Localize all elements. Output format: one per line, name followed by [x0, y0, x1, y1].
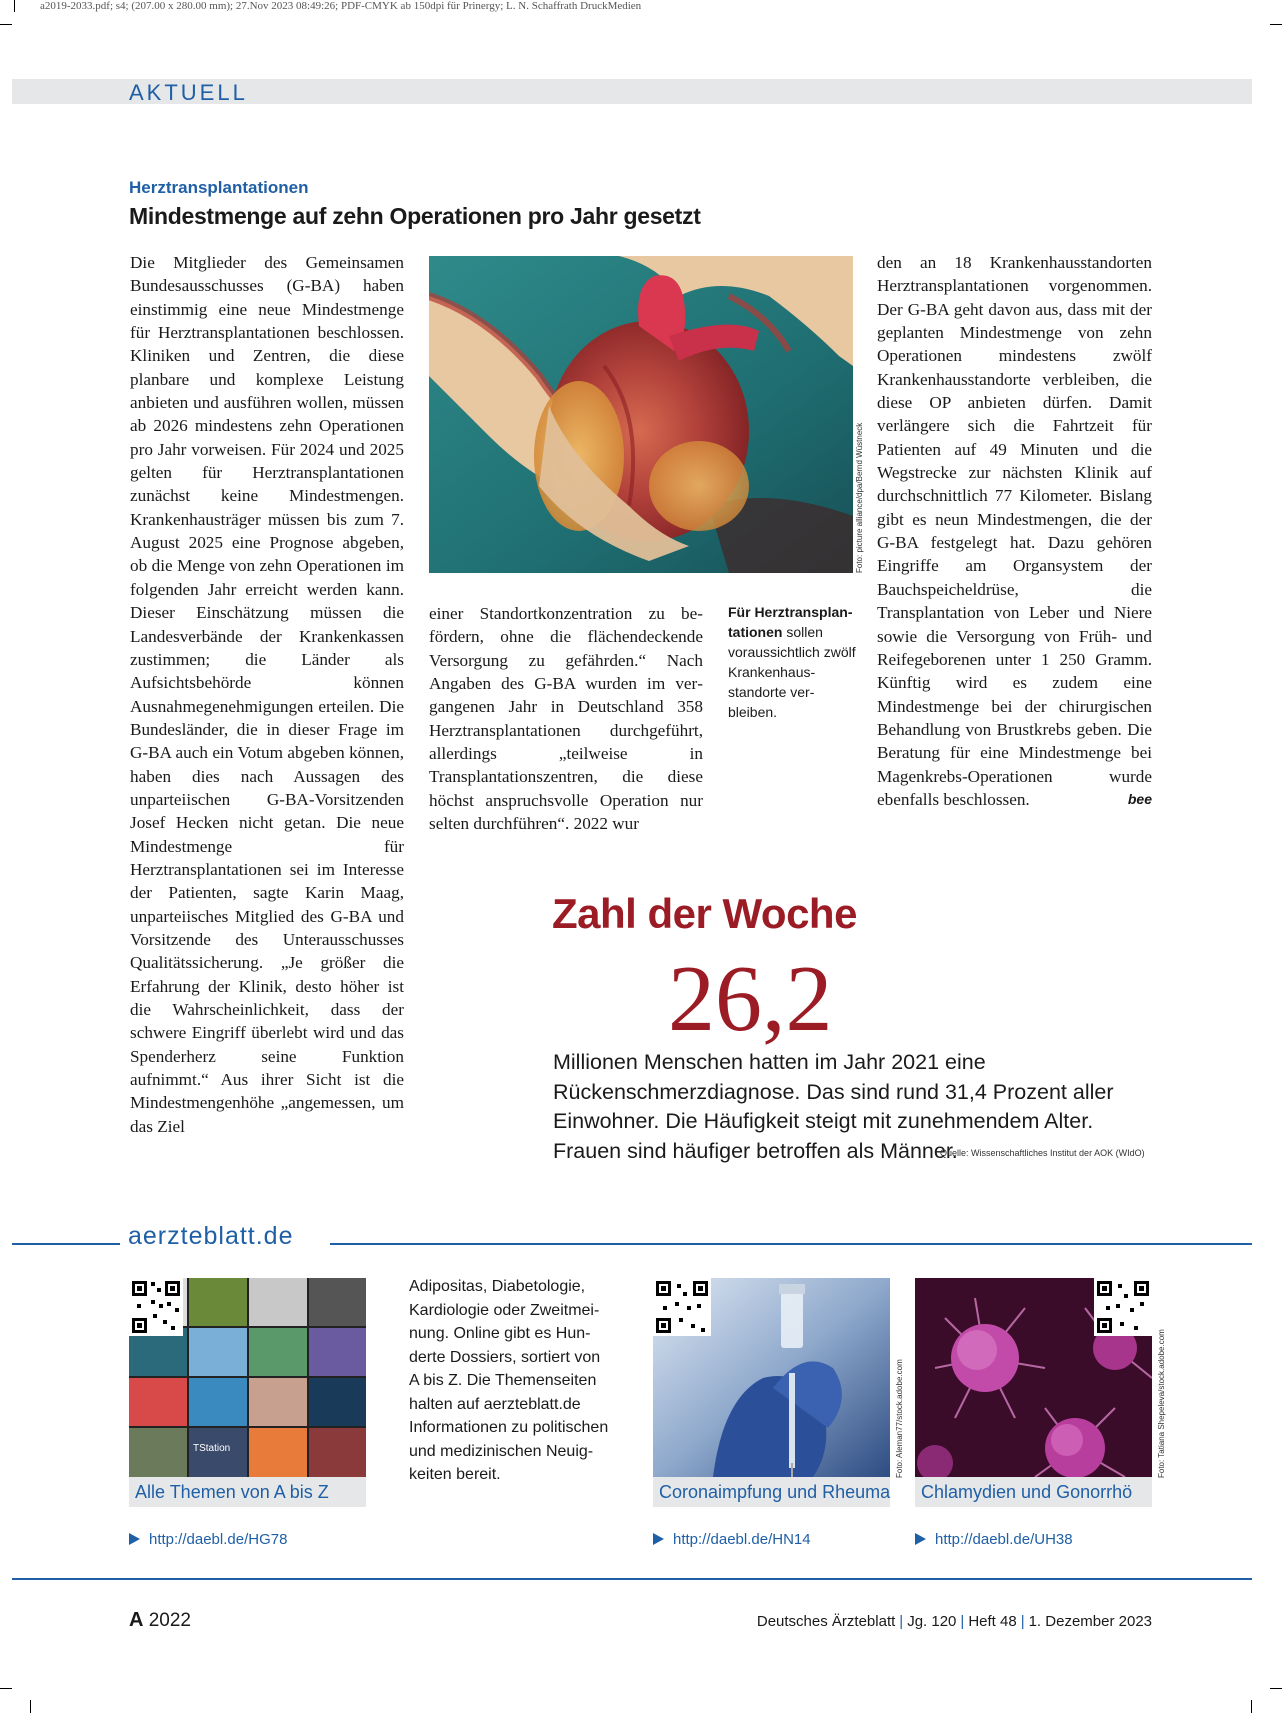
journal-volume: Jg. 120	[907, 1613, 957, 1630]
tile-label-chlamydien[interactable]: Chlamydien und Gonorrhö	[915, 1477, 1152, 1507]
tile-link-themen-url[interactable]: http://daebl.de/HG78	[149, 1531, 288, 1548]
zahl-der-woche-text: Millionen Menschen hatten im Jahr 2021 eine Rückenschmerzdiagnose. Das sind rund 31,4 Prozent aller Einwohner. Die Häufigkeit steigt mit zunehmendem Alter. Frauen sind häufiger betroffen als Männer.	[553, 1050, 1114, 1163]
separator: |	[899, 1613, 904, 1630]
tile-link-corona-url[interactable]: http://daebl.de/HN14	[673, 1531, 811, 1548]
photo-caption	[728, 602, 858, 722]
mosaic-label: TStation	[193, 1443, 231, 1454]
zahl-der-woche-number: 26,2	[668, 947, 833, 1051]
footer-rule	[12, 1578, 1252, 1580]
crop-mark	[14, 0, 15, 12]
tile-link-themen[interactable]	[129, 1531, 287, 1548]
page-number	[129, 1609, 191, 1632]
journal-name: Deutsches Ärzteblatt	[756, 1613, 896, 1630]
arrow-icon	[653, 1533, 664, 1545]
section-label: AKTUELL	[129, 80, 248, 105]
heart-photo	[429, 256, 853, 573]
crop-mark	[30, 1700, 31, 1713]
separator: |	[1020, 1613, 1025, 1630]
crop-mark	[0, 24, 12, 25]
tile-label-themen[interactable]: Alle Themen von A bis Z	[129, 1477, 366, 1507]
zahl-der-woche-title: Zahl der Woche	[552, 890, 857, 937]
column-3-text: den an 18 Krankenhausstandorten Herztransplantationen vorgenommen. Der G-BA geht davon aus, dass mit der geplanten Mindestmenge von zehn Operationen mindestens zwölf Krankenhausstandorte verbleiben, die diese OP anbieten dürfen. Damit verlängere sich die Fahrtzeit für Patienten auf 49 Minuten und die Wegstrecke zur nächsten Klinik auf durchschnittlich 77 Kilometer. Bislang gibt es neun Mindestmengen, die der G-BA festgelegt hat. Dazu gehören Eingriffe am Organsystem der Bauchspeicheldrüse, die Transplantation von Leber und Niere sowie die Versorgung von Früh- und Reifegeborenen unter 1 250 Gramm. Künftig wird es zudem eine Mindestmenge bei der chirurgischen Behandlung von Brustkrebs geben. Die Beratung für eine Mindestmenge bei Magenkrebs-Operationen wurde ebenfalls beschlossen.	[877, 253, 1152, 809]
author-signature: bee	[1127, 790, 1152, 807]
page-prefix: A	[129, 1609, 144, 1631]
bacteria-photo-credit: Foto: Tatiana Shepeleva/stock.adobe.com	[1157, 1329, 1166, 1478]
tile-link-corona[interactable]	[653, 1531, 811, 1548]
crop-mark	[1251, 1700, 1252, 1713]
crop-mark	[1270, 1688, 1282, 1689]
vaccine-image[interactable]	[653, 1278, 890, 1477]
crop-mark	[1270, 24, 1282, 25]
article-kicker: Herztransplantationen	[129, 178, 309, 197]
arrow-icon	[915, 1533, 926, 1545]
journal-issue: Heft 48	[968, 1613, 1017, 1630]
photo-credit: Foto: picture alliance/dpa/Bernd Wüstneck	[855, 422, 864, 573]
online-blurb: Adipositas, Diabetologie, Kardiologie oder Zweitmeinung. Online gibt es Hunderte Dossiers, sortiert von A bis Z. Die Themenseiten halten auf aerzteblatt.de Informationen zu politischen und medizinischen Neuigkeiten bereit.	[409, 1278, 609, 1483]
site-name: aerzteblatt.de	[128, 1222, 294, 1250]
tile-link-chlamydien[interactable]	[915, 1531, 1073, 1548]
arrow-icon	[129, 1533, 140, 1545]
section-rule-right	[330, 1243, 1252, 1245]
page-number-value: 2022	[148, 1610, 192, 1631]
zahl-der-woche-source: Quelle: Wissenschaftliches Institut der AOK (WIdO)	[940, 1148, 1145, 1158]
caption-bold: Für Herztransplantationen	[728, 604, 853, 640]
caption-text: sollen voraussichtlich zwölf Krankenhausstandorte verbleiben.	[728, 624, 856, 720]
print-info-line: a2019-2033.pdf; s4; (207.00 x 280.00 mm); 27.Nov 2023 08:49:26; PDF-CMYK ab 150dpi für Prinergy; L. N. Schaffrath DruckMedien	[40, 0, 642, 12]
article-column-1: Die Mitglieder des Gemeinsamen Bundesausschusses (G-BA) haben einstimmig eine neue Mindestmenge für Herztransplantationen beschlossen. Kliniken und Zentren, die diese planbare und komplexe Leistung anbieten und ausführen wollen, müssen ab 2026 mindestens zehn Operationen pro Jahr vorweisen. Für 2024 und 2025 gelten für Herztransplantationen zunächst keine Mindestmengen. Krankenhausträger müssen bis zum 7. August 2025 eine Prognose abgeben, ob die Menge von zehn Operationen im folgenden Jahr erreicht werden kann. Dieser Einschätzung müssen die Landesverbände der Krankenkassen zustimmen; die Länder als Aufsichtsbehörde können Ausnahmegenehmigungen erteilen. Die Bundesländer, die in dieser Frage im G-BA auch ein Votum abgeben können, haben dies nach Aussagen des unparteiischen G-BA-Vorsitzenden Josef Hecken nicht getan. Die neue Mindestmenge für Herztransplantationen sei im Interesse der Patienten, sagte Karin Maag, unparteiisches Mitglied des G-BA und Vorsitzende des Unterausschusses Qualitätssicherung. „Je größer die Erfahrung der Klinik, desto höher ist die Wahrscheinlichkeit, dass der schwere Eingriff überlebt wird und das Spenderherz seine Funktion aufnimmt.“ Aus ihrer Sicht ist die Mindestmengenhöhe „angemessen, um das Ziel	[130, 253, 404, 1136]
journal-date: 1. Dezember 2023	[1028, 1613, 1152, 1630]
separator: |	[960, 1613, 965, 1630]
tile-label-corona[interactable]: Coronaimpfung und Rheuma	[653, 1477, 890, 1507]
section-rule-left	[12, 1243, 120, 1245]
article-headline: Mindestmenge auf zehn Operationen pro Jahr gesetzt	[129, 203, 701, 229]
bacteria-image[interactable]	[915, 1278, 1152, 1477]
journal-info	[757, 1613, 1152, 1630]
article-column-3	[877, 251, 1152, 811]
crop-mark	[0, 1688, 12, 1689]
topics-mosaic-image[interactable]	[129, 1278, 366, 1477]
article-column-2: einer Standortkonzentration zu befördern, ohne die flächendeckende Versorgung zu gefährden.“ Nach Angaben des G-BA wurden im vergangenen Jahr in Deutschland 358 Herztransplantationen durchgeführt, allerdings „teilweise in Transplantationszentren, die diese höchst anspruchsvolle Operation nur selten durchführen“. 2022 wur	[429, 604, 703, 834]
vaccine-photo-credit: Foto: Aleman77/stock.adobe.com	[895, 1359, 904, 1478]
tile-link-chlamydien-url[interactable]: http://daebl.de/UH38	[935, 1531, 1073, 1548]
